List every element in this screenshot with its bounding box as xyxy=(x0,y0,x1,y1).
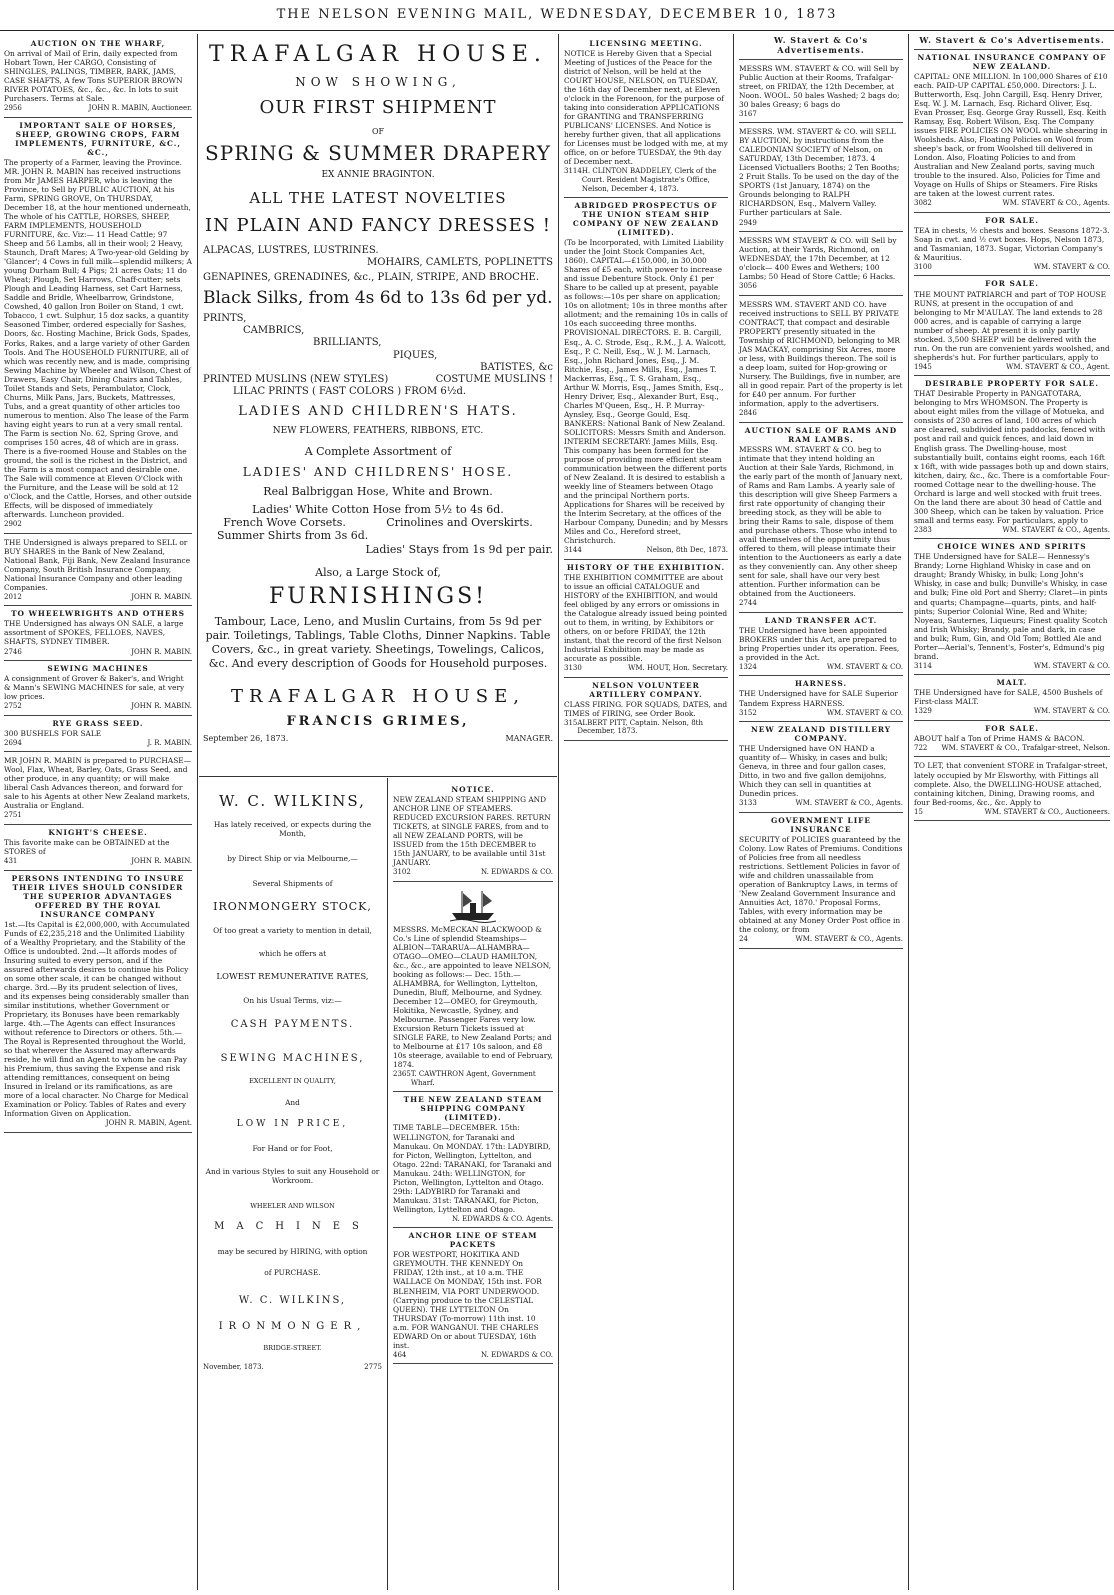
ad-signer: JOHN R. MABIN. xyxy=(131,592,192,601)
ad-signer: JOHN R. MABIN, Agent. xyxy=(105,1119,192,1128)
ad-title: RYE GRASS SEED. xyxy=(52,718,144,728)
ad-body: MESSRS. WM. STAVERT & CO. will SELL BY AUCTION, by instructions from the CALEDONIAN SOCIETY of Nelson, on SATURDAY, 13th December, 1873. 4 Licensed Victuallers Booths; 2 Ten Booths; 2 Fruit Stalls. To be used on the day of the SPORTS (1st January, 1874) on the Grounds belonging to RALPH RICHARDSON, Esq., Malvern Valley. Further particulars at Sale. xyxy=(739,127,900,218)
ad-signature xyxy=(739,282,903,291)
ad-line: LOW IN PRICE, xyxy=(236,1118,349,1129)
ad-number: 2902 xyxy=(4,520,22,529)
ad-signer: WM. STAVERT & CO., Agents. xyxy=(795,935,903,944)
advertisement xyxy=(564,560,728,678)
steamship-icon xyxy=(450,887,496,923)
ad-body: NOTICE is Hereby Given that a Special Meeting of Justices of the Peace for the district of Nelson, will be held at the COURT HOUSE, NELSON, on TUESDAY, the 16th day of December next, at Eleven o'clock in the Forenoon, for the purpose of taking into consideration APPLICATIONS for GRANTING and TRANSFERRING PUBLICANS' LICENSES. And Notice is hereby further given, that all applications for Licenses must be lodged with me, at my office, on or before TUESDAY, the 9th day of December next. xyxy=(564,49,728,167)
ad-signer: WM. STAVERT & CO., Agents. xyxy=(1002,199,1110,208)
advertisement xyxy=(914,675,1110,721)
ad-title: HARNESS. xyxy=(794,679,848,689)
ad-signature xyxy=(4,857,192,866)
ad-line: which he offers at xyxy=(258,948,327,958)
ad-body: CAPITAL: ONE MILLION. In 100,000 Shares of £10 each. PAID-UP CAPITAL £50,000. Directors: J. L. Butterworth, Esq. John Cargill, Esq. Henry Driver, Esq. W. J. M. Larnach, Esq. Richard Oliver, Esq. Evan Prosser, Esq. George Gray Russell, Esq. Keith Ramsay, Esq. Robert Wilson, Esq. The Company issues FIRE POLICIES ON WOOL while shearing in Woolsheds. Also, Floating Policies on Wool from sheep's back, or from Woolshed till delivered in London. Also, Floating Policies to and from Australian and New Zealand ports, saving much trouble to the insured. Also, Policies for Time and Voyage on Hulls of Ships or Steamers. Fire Risks are taken at the lowest current rates. xyxy=(914,71,1108,199)
ad-line: of PURCHASE. xyxy=(264,1267,321,1277)
ad-title: FOR SALE. xyxy=(985,215,1039,225)
ad-body: TEA in chests, ½ chests and boxes. Seasons 1872-3. Soap in cwt. and ½ cwt boxes. Hops, Nelson 1873, and Tasmanian, 1873. Sugar, Victorian Company's & Mauritius. xyxy=(914,225,1110,262)
ad-signature xyxy=(564,167,728,193)
advertisement xyxy=(739,123,903,232)
ad-line: LOWEST REMUNERATIVE RATES, xyxy=(216,971,369,982)
ad-number: 3082 xyxy=(914,199,932,208)
ad-signature xyxy=(739,799,903,808)
ad-line: Black Silks, from 4s 6d to 13s 6d per yd. xyxy=(203,288,553,309)
ad-line: FRANCIS GRIMES, xyxy=(286,713,470,729)
ad-line: OUR FIRST SHIPMENT xyxy=(259,97,497,119)
ad-title: FOR SALE. xyxy=(985,279,1039,289)
advertisement xyxy=(739,60,903,124)
ad-line: LADIES' AND CHILDRENS' HOSE. xyxy=(242,464,514,479)
advertisement xyxy=(739,676,903,722)
advertisement xyxy=(393,882,553,1093)
ad-number: 3130 xyxy=(564,664,582,673)
ad-signature xyxy=(914,707,1110,716)
ad-number: 2012 xyxy=(4,592,22,601)
ad-body: CLASS FIRING. FOR SQUADS, DATES, and TIMES of FIRING, see Order Book. xyxy=(564,699,728,718)
ad-number: 2775 xyxy=(364,1363,382,1372)
ad-title: LICENSING MEETING. xyxy=(589,39,703,48)
ad-number: 3167 xyxy=(739,109,757,118)
ad-line: FURNISHINGS! xyxy=(269,583,487,609)
ad-number: 315 xyxy=(564,718,578,727)
ad-signature xyxy=(739,663,903,672)
ad-signature xyxy=(739,709,903,718)
advertisement xyxy=(564,678,728,741)
ad-body: THE Undersigned have ON HAND a quantity of— Whisky, in cases and bulk; Geneva, in three and four gallon cases, Ditto, in two and five gallon demijohns, Which they can sell in quantities at Dunedin prices. xyxy=(739,744,888,799)
ad-number: 3144 xyxy=(564,546,582,555)
ad-line: LILAC PRINTS ( FAST COLORS ) FROM 6½d. xyxy=(233,386,467,398)
ad-line: MOHAIRS, CAMLETS, POPLINETTS xyxy=(367,256,553,268)
trafalgar-house-ad xyxy=(199,36,557,776)
column-1 xyxy=(0,36,196,1588)
ad-line xyxy=(203,374,553,386)
advertisement xyxy=(914,276,1110,376)
advertisement xyxy=(4,752,192,825)
ad-text: MANAGER. xyxy=(505,733,553,743)
ad-body: THE Undersigned have for SALE, 4500 Bushels of First-class MALT. xyxy=(914,688,1103,707)
ad-signature xyxy=(564,719,728,736)
ad-signature xyxy=(203,734,553,744)
ad-body: On arrival of Mail of Erin, daily expected from Hobart Town, Her CARGO, Consisting of SHINGLES, PALINGS, TIMBER, BARK, JAMS, CASE SHAFTS, A few Tons SUPERIOR BROWN RIVER POTATOES, &c., &c., &c. In lots to suit Purchasers. Terms at Sale. xyxy=(4,49,183,104)
ad-title: NATIONAL INSURANCE COMPANY OF NEW ZEALAND. xyxy=(917,52,1107,71)
ad-signer: JOHN R. MABIN. xyxy=(131,702,192,711)
ad-signature xyxy=(739,935,903,944)
ad-signature xyxy=(4,593,192,602)
ad-line: WHEELER AND WILSON xyxy=(250,1201,335,1210)
advertisement xyxy=(4,534,192,607)
wilkins-ad xyxy=(199,782,386,1588)
ad-line: CAMBRICS, xyxy=(243,325,305,337)
ad-line: NOW SHOWING, xyxy=(295,74,461,89)
shipping-notices xyxy=(389,782,557,1588)
advertisement xyxy=(564,36,728,198)
ad-line: EX ANNIE BRAGINTON. xyxy=(321,169,435,180)
ad-signature xyxy=(4,104,192,113)
ad-title: NOTICE. xyxy=(451,785,495,794)
ad-signer: WM. STAVERT & CO. xyxy=(1033,661,1110,670)
ad-number: 3114 xyxy=(914,661,932,670)
ad-title: SEWING MACHINES xyxy=(47,664,149,674)
advertisement xyxy=(564,198,728,560)
ad-signature xyxy=(4,648,192,657)
column-rule xyxy=(733,34,734,1590)
column-3 xyxy=(560,36,732,1588)
ad-body: THE MOUNT PATRIARCH and part of TOP HOUSE RUNS, at present in the occupation of and belonging to Mr M'AULAY. The land extends to 28 000 acres, and is capable of carrying a large number of sheep. At present it is only partly stocked. 3,500 SHEEP will be delivered with the run. On the run are convenient yards woolshed, and shepherds's hut. For further particulars, apply to xyxy=(914,289,1110,362)
ad-line: A Complete Assortment of xyxy=(304,445,452,459)
ad-title: DESIRABLE PROPERTY FOR SALE. xyxy=(925,379,1099,389)
ad-signature xyxy=(914,808,1110,817)
ad-signature xyxy=(4,1119,192,1128)
ad-number: 2846 xyxy=(739,409,757,418)
ad-body: A consignment of Grover & Baker's, and Wright & Mann's SEWING MACHINES for sale, at very low prices. xyxy=(4,674,185,702)
ad-body: MESSRS WM. STAVERT & CO. will Sell by Public Auction at their Rooms, Trafalgar-street, on FRIDAY, the 12th December, at Noon. WOOL. 50 bales Washed; 2 bags do; 30 bales Greasy; 6 bags do xyxy=(739,63,900,109)
ad-body: THAT Desirable Property in PANGATOTARA, belonging to Mrs WHOMSON. The Property is about eight miles from the village of Motueka, and consists of 230 acres of land, 100 acres of which are cleared, subdivided into paddocks, fenced with post and rail and quick fences, and laid down in English grass. The Dwelling-house, most substantially built, contains eight rooms, each 16ft x 16ft, with wide passages both up and down stairs, kitchen, dairy, &c., &c. There is a comfortable Four-roomed Cottage near to the dwelling-house. The Orchard is large and well stocked with fruit trees. On the land there are about 30 head of Cattle and 300 Sheep, which can be taken by valuation. Price small and terms easy. For particulars, apply to xyxy=(914,389,1110,525)
ad-line: For Hand or for Foot, xyxy=(252,1143,333,1153)
ad-body: SECURITY of POLICIES guaranteed by the Colony. Low Rates of Premiums. Conditions of Policies free from all needless restrictions. Settlement Policies in favor of wife and children unassailable from operation of Bankruptcy Laws, in terms of 'New Zealand Government Insurance and Annuities Act, 1870.' Proposal Forms, Tables, with every information may be obtained at any Money Order Post office in the colony, or from xyxy=(739,834,903,935)
column-5 xyxy=(910,36,1114,1588)
ad-body: NEW ZEALAND STEAM SHIPPING AND ANCHOR LINE OF STEAMERS. REDUCED EXCURSION FARES. RETURN TICKETS, at SINGLE FARES, from and to all NEW ZEALAND PORTS, will be ISSUED from the 15th DECEMBER to 15th JANUARY, to be available until 31st JANUARY. xyxy=(393,795,551,868)
advertisement xyxy=(739,813,903,949)
ad-signer: ALBERT PITT, Captain. Nelson, 8th December, 1873. xyxy=(577,718,703,736)
advertisement xyxy=(914,213,1110,277)
ad-signer: N. EDWARDS & CO. xyxy=(480,868,553,877)
advertisement xyxy=(914,539,1110,675)
ad-signature xyxy=(4,702,192,711)
ad-body: THE Undersigned has always ON SALE, a large assortment of SPOKES, FELLOES, NAVES, SHAFTS, SYDNEY TIMBER. xyxy=(4,619,184,647)
ad-number: 722 xyxy=(914,743,928,752)
ad-number: 3114 xyxy=(564,167,582,176)
advertisement xyxy=(393,1092,553,1228)
ad-signature xyxy=(393,1351,553,1360)
ad-body: FOR WESTPORT, HOKITIKA AND GREYMOUTH. THE KENNEDY On FRIDAY, 12th inst., at 10 a.m. THE WALLACE On MONDAY, 15th inst. FOR BLENHEIM, VIA PORT UNDERWOOD. (Carrying produce to the CELESTIAL QUEEN). THE LYTTELTON On THURSDAY (To-morrow) 11th inst. 10 a.m. FOR WANGANUI. THE CHARLES EDWARD On or about TUESDAY, 16th inst. xyxy=(393,1250,542,1350)
ad-signer: WM. STAVERT & CO., Agent. xyxy=(1006,362,1110,371)
ad-number: 15 xyxy=(914,807,923,816)
ad-number: 1324 xyxy=(739,662,757,671)
ad-signer: WM. STAVERT & CO. xyxy=(826,708,903,717)
ad-signer: WM. STAVERT & CO., Trafalgar-street, Nelson. xyxy=(941,743,1110,752)
ad-title: ANCHOR LINE OF STEAM PACKETS xyxy=(408,1231,538,1250)
advertisement xyxy=(739,232,903,296)
ad-title: PERSONS INTENDING TO INSURE THEIR LIVES SHOULD CONSIDER THE SUPERIOR ADVANTAGES OFFERED BY THE ROYAL INSURANCE COMPANY xyxy=(11,873,185,919)
ad-title: LAND TRANSFER ACT. xyxy=(764,615,878,625)
ad-signer: H. CLINTON BADDELEY, Clerk of the Court. Resident Magistrate's Office, Nelson, December 4, 1873. xyxy=(581,167,717,193)
ad-line: W. C. WILKINS, xyxy=(238,1294,347,1306)
ad-body: THE Undersigned have been appointed BROKERS under this Act, are prepared to bring Properties under its operation. Fees, a provided in the Act. xyxy=(739,625,900,662)
ad-body: MESSRS WM. STAVERT AND CO. have received instructions to SELL BY PRIVATE CONTRACT, that compact and desirable PROPERTY presently situated in the Township of RICHMOND, belonging to MR JAS MACKAY, comprising Six Acres, more or less, with Buildings thereon. The soil is a deep loam, suited for Hop-growing or Nursery. The Buildings, five in number, are all in good repair. Part of the property is let for £40 per annum. For further information, apply to the advertisers. xyxy=(739,299,903,409)
ad-signature xyxy=(914,363,1110,372)
ad-number: 2383 xyxy=(914,525,932,534)
ad-number: 3133 xyxy=(739,799,757,808)
ad-number: 464 xyxy=(393,1350,407,1359)
ad-line: Real Balbriggan Hose, White and Brown. xyxy=(263,485,493,499)
advertisement xyxy=(914,721,1110,758)
ad-line: IN PLAIN AND FANCY DRESSES ! xyxy=(204,214,552,236)
ad-body: This favorite make can be OBTAINED at the STORES of xyxy=(4,838,170,857)
ad-body: MR JOHN R. MABIN is prepared to PURCHASE— Wool, Flax, Wheat, Barley, Oats, Grass Seed, and other produce, in any quantity; or will make liberal Cash Advances thereon, and forward for sale to his Agents at other New Zealand markets, Australia or England. xyxy=(4,756,192,811)
ad-line: SEWING MACHINES, xyxy=(220,1053,365,1065)
ad-signer: JOHN R. MABIN. xyxy=(131,857,192,866)
ad-title: AUCTION ON THE WHARF, xyxy=(30,39,166,48)
ad-title: IMPORTANT SALE OF HORSES, SHEEP, GROWING CROPS, FARM IMPLEMENTS, FURNITURE, &C., &C., xyxy=(15,120,181,157)
ad-title: HISTORY OF THE EXHIBITION. xyxy=(566,562,726,572)
ad-line: PRINTS, xyxy=(203,313,247,325)
ad-signer: WM. HOUT, Hon. Secretary. xyxy=(628,664,728,673)
ad-signature xyxy=(914,263,1110,272)
ad-signer: WM. STAVERT & CO. xyxy=(1033,707,1110,716)
ad-line xyxy=(203,516,553,529)
ad-date: September 26, 1873. xyxy=(203,733,289,743)
ad-line: SPRING & SUMMER DRAPERY xyxy=(205,141,551,166)
ad-line: MACHINES xyxy=(214,1220,371,1232)
ad-signature xyxy=(564,546,728,555)
ad-signer: WM. STAVERT & CO., Agents. xyxy=(1002,525,1110,534)
ad-signer: JOHN R. MABIN, Auctioneer. xyxy=(88,104,192,113)
ad-body: (To be Incorporated, with Limited Liability under the Joint Stock Companies Act, 1860). CAPITAL—£150,000, in 30,000 Shares of £5 each, with power to increase and issue Debenture Stock. Only £1 per Share to be called up at present, payable as follows:—10s per share on application; 10s on allotment; 10s in three months after allotment; and the remaining 10s in calls of 10s each succeeding three months. PROVISIONAL DIRECTORS. E. B. Cargill, Esq., A. C. Strode, Esq., R.M., J. A. Walcott, Esq., P. C. Neill, Esq., W. J. M. Larnach, Esq., John Richard Jones, Esq., J. M. Ritchie, Esq., James Mills, Esq., James T. Mackerras, Esq., T. S. Graham, Esq., Arthur W. Morris, Esq., James Smith, Esq., Henry Driver, Esq., Alexander Burt, Esq., Charles M'Queen, Esq., H. P. Murray-Aynsley, Esq., George Gould, Esq. BANKERS: National Bank of New Zealand. SOLICITORS: Messrs Smith and Anderson. INTERIM SECRETARY: James Mills, Esq. This company has been formed for the purpose of providing more efficient steam communication between the different ports of New Zealand. It is desired to establish a weekly line of Steamers between Otago and the principal Northern ports. Applications for Shares will be received by the Interim Secretary, at the offices of the Harbour Company, Dunedin; and by Messrs Miles and Co., Hereford street, Christchurch. xyxy=(564,238,728,546)
ad-line: Summer Shirts from 3s 6d. xyxy=(217,529,369,543)
ad-number: 3152 xyxy=(739,708,757,717)
ad-signature xyxy=(739,110,903,119)
ad-number: 3056 xyxy=(739,282,757,291)
ad-number: 2746 xyxy=(4,647,22,656)
ad-line: Ladies' White Cotton Hose from 5½ to 4s 6d. xyxy=(252,502,504,516)
column-rule xyxy=(197,34,198,1590)
ad-text: Crinolines and Overskirts. xyxy=(386,516,533,530)
ad-title: AUCTION SALE OF RAMS AND RAM LAMBS. xyxy=(744,425,898,444)
ad-line: IRONMONGERY STOCK, xyxy=(213,900,372,914)
ad-number: 2956 xyxy=(4,104,22,113)
ad-body: 300 BUSHELS FOR SALE xyxy=(4,728,102,738)
ad-body: TIME TABLE—DECEMBER. 15th: WELLINGTON, for Taranaki and Manukau. On MONDAY. 17th: LADYBIRD, for Picton, Wellington, Lyttelton, and Otago. 22nd: TARANAKI, for Taranaki and Manukau. 24th: WELLINGTON, for Picton, Wellington, Lyttelton and Otago. 29th: LADYBIRD for Taranaki and Manukau. 31st: TARANAKI, for Picton, Wellington, Lyttelton and Otago. xyxy=(393,1123,552,1214)
ad-line: by Direct Ship or via Melbourne,— xyxy=(227,854,358,864)
ad-body: MESSRS. McMECKAN BLACKWOOD & Co.'s Line of splendid Steamships—ALBION—TARARUA—ALHAMBRA—OTAGO—OMEO—CLAUD HAMILTON, &c., &c., are appointed to leave NELSON, booking as follows:— Dec. 15th.—ALHAMBRA, for Wellington, Lyttelton, Dunedin, Bluff, Melbourne, and Sydney. December 12—OMEO, for Greymouth, Hokitika, Newcastle, Sydney, and Melbourne. Passenger Fares very low. Excursion Return Tickets issued at SINGLE FARE, to New Zealand Ports; and to Melbourne at £17 10s saloon, and £8 10s steerage, available to end of February, 1874. xyxy=(393,924,553,1070)
ad-signature xyxy=(914,662,1110,671)
ad-signature xyxy=(914,744,1110,753)
ad-text: French Wove Corsets. xyxy=(223,516,346,530)
ad-headline: TRAFALGAR HOUSE. xyxy=(209,42,547,67)
advertisement xyxy=(393,1228,553,1364)
ad-line: may be secured by HIRING, with option xyxy=(217,1246,368,1256)
ad-body: MESSRS WM. STAVERT & CO. beg to intimate that they intend holding an Auction at their Sale Yards, Richmond, in the early part of the month of January next, of Rams and Ram Lambs. A yearly sale of this description will give Sheep Farmers a first rate opportunity of changing their breeding stock, as they will be able to bring their Rams to sale, dispose of them and purchase others. Those who intend to avail themselves of the opportunity thus offered to them, will please intimate their intention to the Auctioneers as early a date as they conveniently can. Any other sheep sent for sale, shall have our very best attention. Further information can be obtained from the Auctioneers. xyxy=(739,444,903,599)
ad-number: 431 xyxy=(4,857,18,866)
ad-line: BATISTES, &c xyxy=(480,361,553,373)
ad-number: 2744 xyxy=(739,599,757,608)
ad-signer: T. CAWTHRON Agent, Government Wharf. xyxy=(410,1070,536,1087)
ad-title: ABRIDGED PROSPECTUS OF THE UNION STEAM SHIP COMPANY OF NEW ZEALAND (LIMITED). xyxy=(572,201,720,238)
ad-signature xyxy=(393,868,553,877)
column-heading: W. Stavert & Co's Advertisements. xyxy=(739,36,903,60)
advertisement xyxy=(4,716,192,753)
ad-line: Also, a Large Stock of, xyxy=(315,566,441,580)
ad-signer: WM. STAVERT & CO. xyxy=(1033,262,1110,271)
newspaper-masthead: THE NELSON EVENING MAIL, WEDNESDAY, DECEMBER 10, 1873 xyxy=(0,0,1114,31)
ad-text: PRINTED MUSLINS (NEW STYLES) xyxy=(203,374,389,385)
ad-signer: N. EDWARDS & CO. Agents. xyxy=(451,1214,553,1223)
ad-signer: N. EDWARDS & CO. xyxy=(480,1350,553,1359)
ad-title: NELSON VOLUNTEER ARTILLERY COMPANY. xyxy=(589,680,703,699)
ad-number: 1329 xyxy=(914,707,932,716)
advertisement xyxy=(914,50,1110,213)
ad-title: THE NEW ZEALAND STEAM SHIPPING COMPANY (LIMITED). xyxy=(403,1095,543,1123)
ad-text: COSTUME MUSLINS ! xyxy=(435,374,553,385)
ad-signature xyxy=(4,520,192,529)
ad-line: TRAFALGAR HOUSE, xyxy=(231,685,525,707)
ad-body: THE Undersigned have for SALE— Hennessy's Brandy; Lorne Highland Whisky in case and on draught; Brandy Whisky, in bulk; Long John's Whisky, in case and bulk; Dunville's Whisky, in case and bulk; Fine old Port and Sherry; Claret—in pints and quarts; Champagne—quarts, pints, and half-pints; Superior Colonial Wine, Red and White; Noyeau, Sauternes, Liqueurs; Finest quality Scotch and Irish Whisky; Brandy, pale and dark, in case and bulk; Rum, Gin, and Old Tom; Bottled Ale and Porter—Aerial's, Tennent's, Foster's, Edmund's pig brand. xyxy=(914,552,1108,661)
ad-signer: WM. STAVERT & CO., Agents. xyxy=(795,799,903,808)
ad-signer: J. R. MABIN. xyxy=(147,738,192,747)
advertisement xyxy=(914,757,1110,821)
ad-body: 1st.—Its Capital is £2,000,000, with Accumulated Funds of £2,235,218 and the Unlimited Liability of a Wealthy Proprietary, and the Stability of the Office is undoubted. 2nd.—It affords modes of Insuring suited to every person, and if the assured afterwards desires to continue his Policy on some other scale, it can be changed without charge. 3rd.—By its prudent selection of lives, and its expenses being considerably smaller than similar institutions, whether Government or Proprietary, its Bonuses have been remarkably large. 4th.—The Agents can effect Insurances without reference to Directors or others. 5th.—The Royal is Represented throughout the World, so that wherever the Assured may afterwards reside, he will find an Agent to whom he can Pay his Premium, thus saving the Expense and risk attending remittances, consequent on being Insured in Ireland or its ramifications, as are more of a local character. No Charge for Medical Examination or Policy. Tables of Rates and every Information Given on Application. xyxy=(4,919,190,1119)
ad-title: GOVERNMENT LIFE INSURANCE xyxy=(770,815,872,834)
ad-number: 2694 xyxy=(4,738,22,747)
ad-line: PIQUES, xyxy=(393,349,438,361)
ad-number: 1945 xyxy=(914,362,932,371)
ad-signature xyxy=(4,739,192,748)
ad-number: 2949 xyxy=(739,218,757,227)
ad-line: Of too great a variety to mention in detail, xyxy=(213,925,372,935)
ad-line: And xyxy=(285,1097,300,1107)
ad-number: 2751 xyxy=(4,811,22,820)
ad-line: Several Shipments of xyxy=(252,879,333,889)
column-heading: W. Stavert & Co's Advertisements. xyxy=(914,36,1110,50)
ad-signature xyxy=(564,664,728,673)
advertisement xyxy=(739,722,903,813)
ad-signer: Nelson, 8th Dec, 1873. xyxy=(646,546,728,555)
ad-body: The property of a Farmer, leaving the Province. MR. JOHN R. MABIN has received instructions from Mr JAMES HARPER, who is leaving the Province, to Sell by PUBLIC AUCTION, At his Farm, SPRING GROVE, On THURSDAY, December 18, at the hour mentioned underneath, The whole of his CATTLE, HORSES, SHEEP, FARM IMPLEMENTS, HOUSEHOLD FURNITURE, &c. Viz:— 11 Head Cattle; 97 Sheep and 56 Lambs, all in their wool; 2 Heavy, Staunch, Draft Mares; A Two-year-old Gelding by 'Glancer'; 4 Cows in full milk—splendid milkers; A young Durham Bull; 4 Pigs; 21 acres Oats; 11 do Wheat; Plough, Set Harrows, Chaff-cutter; sets Plough and Leading Harness, set Cart Harness, Saddle and Bridle, Wheelbarrow, Grindstone, Cowshed, 40 gallon Iron Boiler on Stand, 1 cwt. Tobacco, 1 cwt. Sulphur, 15 doz sacks, a quantity Seasoned Timber, ordered especially for Sashes, Doors, &c. Hosting Machine, Brick Gods, Spades, Forks, Rakes, and a large variety of other Garden Tools. And The HOUSEHOLD FURNITURE, all of which was recently new, and is made, comprising Sewing Machine by Wheeler and Wilson, Chest of Drawers, Easy Chair, Dining Chairs and Tables, Toilet Stands and Sets, Perambulator, Clock, Churns, Milk Pans, Jars, Buckets, Mattresses, Tubs, and a great quantity of other articles too numerous to mention. Also The lease of the Farm having eight years to run at a very small rental. The Farm is section No. 62, Spring Grove, and comprises 150 acres, 48 of which are in grass. There is a five-roomed House and Stables on the ground, the soil is the richest in the District, and the Farm is a most compact and desirable one. The Sale will commence at Eleven O'Clock with the Furniture, and the Lease will be sold at 12 o'Clock, and the Cattle, Horses, and other outside Effects, will be disposed of immediately afterwards. Luncheon provided. xyxy=(4,157,192,520)
ad-line: Tambour, Lace, Leno, and Muslin Curtains, from 5s 9d per pair. Toiletings, Tablings, Table Cloths, Dinner Napkins. Table Covers, &c., in great variety. Sheetings, Towelings, Calicos, &c. And every description of Goods for Household purposes. xyxy=(205,614,551,671)
advertisement xyxy=(4,871,192,1133)
ad-title: TO WHEELWRIGHTS AND OTHERS xyxy=(11,609,185,619)
ad-title: FOR SALE. xyxy=(985,723,1039,733)
ad-headline: W. C. WILKINS, xyxy=(219,792,366,810)
ad-body: THE Undersigned is always prepared to SELL or BUY SHARES in the Bank of New Zealand, National Bank, Fiji Bank, New Zealand Insurance Company, South British Insurance Company, National Insurance Company and other leading Companies. xyxy=(4,537,191,592)
advertisement xyxy=(914,376,1110,539)
advertisement xyxy=(4,661,192,716)
ad-line: NEW FLOWERS, FEATHERS, RIBBONS, ETC. xyxy=(272,426,484,437)
ad-signature xyxy=(739,599,903,608)
ad-line: CASH PAYMENTS. xyxy=(230,1019,355,1031)
ad-body: THE EXHIBITION COMMITTEE are about to issue an official CATALOGUE and HISTORY of the EXHIBITION, and would feel obliged by any errors or omissions in the Catalogue already issued being pointed out to them, in writing, by Exhibitors or others, on or before FRIDAY, the 12th instant, that the record of the first Nelson Industrial Exhibition may be made as accurate as possible. xyxy=(564,572,728,664)
ad-line: On his Usual Terms, viz:— xyxy=(243,996,342,1006)
ad-line: LADIES AND CHILDREN'S HATS. xyxy=(238,404,518,420)
advertisement xyxy=(393,782,553,882)
advertisement xyxy=(739,296,903,423)
advertisement xyxy=(4,606,192,661)
advertisement xyxy=(4,36,192,118)
ad-number: 2752 xyxy=(4,702,22,711)
ad-signature xyxy=(739,219,903,228)
advertisement xyxy=(739,423,903,613)
ad-line: BRILLIANTS, xyxy=(313,337,382,349)
ad-body: THE Undersigned have for SALE Superior Tandem Express HARNESS. xyxy=(739,689,898,708)
ad-title: CHOICE WINES AND SPIRITS xyxy=(937,542,1087,552)
ad-title: NEW ZEALAND DISTILLERY COMPANY. xyxy=(750,725,892,744)
ad-line: ALL THE LATEST NOVELTIES xyxy=(249,188,507,207)
ad-number: 2365 xyxy=(393,1070,411,1079)
ad-line: Has lately received, or expects during the Month, xyxy=(213,820,372,839)
ad-line: EXCELLENT IN QUALITY, xyxy=(249,1076,336,1085)
ad-line: OF xyxy=(371,127,385,137)
column-rule xyxy=(908,34,909,1590)
divider xyxy=(199,776,557,777)
ad-body: MESSRS WM STAVERT & CO. will Sell by Auction, at their Yards, Richmond, on WEDNESDAY, the 17th December, at 12 o'clock— 400 Ewes and Wethers; 100 Lambs; 50 Head of Store Cattle; 6 Hacks. xyxy=(739,236,897,282)
ad-signature xyxy=(393,1070,553,1087)
ad-number: 24 xyxy=(739,935,748,944)
ad-number: 3102 xyxy=(393,868,411,877)
ad-body: TO LET, that convenient STORE in Trafalgar-street, lately occupied by Mr Elsworthy, with Fittings all complete. Also, the DWELLING-HOUSE attached, containing kitchen, Dining, Drawing rooms, and four Bed-rooms, &c., &c. Apply to xyxy=(914,761,1108,807)
column-rule xyxy=(558,34,559,1590)
column-rule xyxy=(387,778,388,1590)
ad-line: IRONMONGER, xyxy=(218,1321,367,1333)
ad-number: 3100 xyxy=(914,262,932,271)
ad-line: Ladies' Stays from 1s 9d per pair. xyxy=(365,542,553,556)
ad-signature xyxy=(203,1363,382,1372)
ad-signature xyxy=(739,409,903,418)
ad-signature xyxy=(914,526,1110,535)
ad-body: ABOUT half a Ton of Prime HAMS & BACON. xyxy=(914,733,1085,743)
ad-date: November, 1873. xyxy=(203,1363,264,1372)
ad-signer: JOHN R. MABIN. xyxy=(131,647,192,656)
ad-line: BRIDGE-STREET. xyxy=(263,1344,322,1353)
ad-signature xyxy=(4,811,192,820)
ad-signer: WM. STAVERT & CO., Auctioneers. xyxy=(984,807,1110,816)
ad-signature xyxy=(393,1215,553,1224)
ad-signature xyxy=(914,199,1110,208)
ad-title: KNIGHT'S CHEESE. xyxy=(48,828,148,837)
advertisement xyxy=(4,825,192,871)
ad-line: ALPACAS, LUSTRES, LUSTRINES. xyxy=(203,244,379,256)
ad-signer: WM. STAVERT & CO. xyxy=(826,662,903,671)
ad-line: And in various Styles to suit any Household or Workroom. xyxy=(205,1166,380,1185)
column-4 xyxy=(735,36,907,1588)
ad-line: GENAPINES, GRENADINES, &c., PLAIN, STRIPE, AND BROCHE. xyxy=(203,272,540,284)
advertisement xyxy=(739,613,903,677)
ad-title: MALT. xyxy=(996,678,1028,688)
advertisement xyxy=(4,118,192,534)
